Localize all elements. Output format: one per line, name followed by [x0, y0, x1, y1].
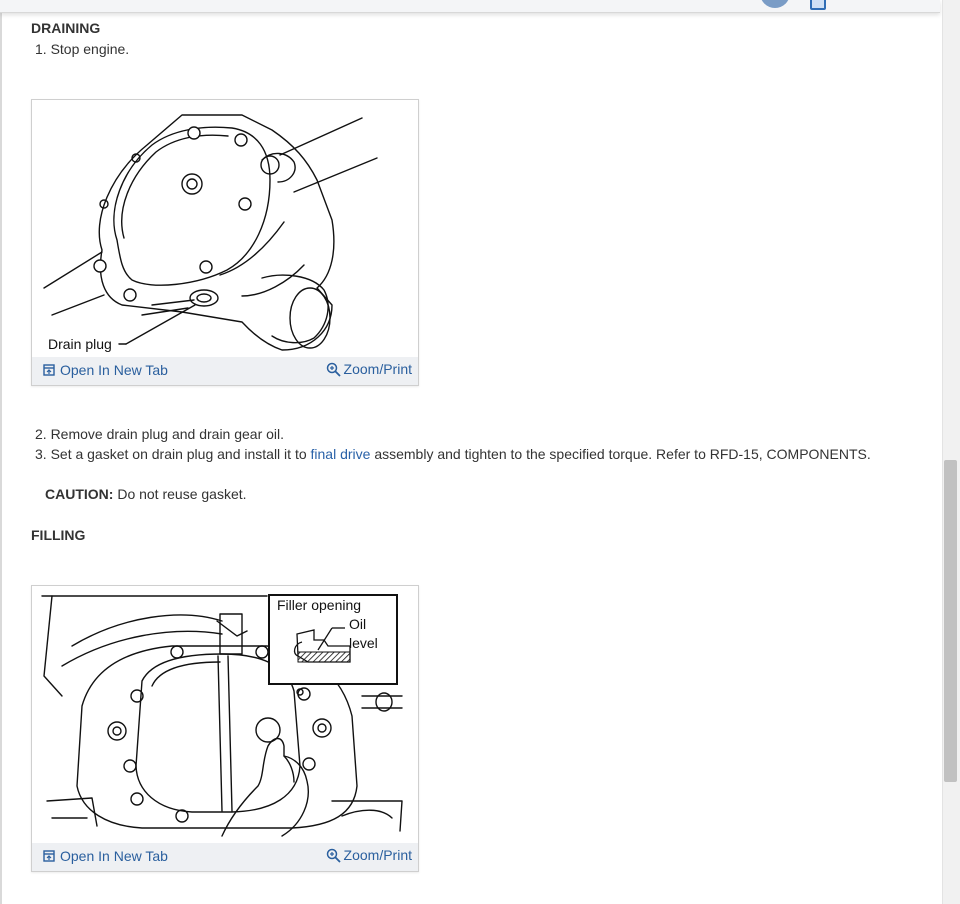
open-new-tab-icon — [43, 364, 55, 376]
oil-label: Oil — [349, 616, 367, 632]
filling-figure — [31, 585, 419, 872]
draining-heading: DRAINING — [31, 20, 101, 36]
figure-toolbar — [32, 357, 418, 385]
caution-note — [45, 486, 247, 502]
filler-opening-illustration — [32, 586, 418, 843]
open-new-tab-label: Open In New Tab — [60, 362, 168, 378]
zoom-print-link[interactable] — [326, 847, 412, 863]
caution-label: CAUTION: — [45, 486, 114, 502]
notification-icon[interactable] — [810, 0, 826, 10]
final-drive-link[interactable]: final drive — [310, 446, 371, 462]
step-2: 2. Remove drain plug and drain gear oil. — [35, 426, 285, 442]
caution-text: Do not reuse gasket. — [113, 486, 247, 502]
step-3 — [35, 446, 871, 462]
zoom-print-label: Zoom/Print — [343, 847, 412, 863]
top-toolbar — [0, 0, 940, 13]
drain-plug-label: Drain plug — [48, 336, 112, 352]
user-avatar[interactable] — [760, 0, 790, 8]
zoom-icon — [326, 362, 341, 377]
figure-toolbar — [32, 843, 418, 871]
scrollbar-thumb[interactable] — [944, 460, 957, 782]
zoom-icon — [326, 848, 341, 863]
open-new-tab-link[interactable] — [43, 848, 168, 864]
filling-heading: FILLING — [31, 527, 86, 543]
drain-plug-illustration — [32, 100, 418, 357]
step-3-prefix: 3. Set a gasket on drain plug and install it to — [35, 446, 311, 462]
zoom-print-link[interactable] — [326, 361, 412, 377]
drain-plug-figure — [31, 99, 419, 386]
level-label: level — [349, 635, 378, 651]
open-new-tab-label: Open In New Tab — [60, 848, 168, 864]
open-new-tab-link[interactable] — [43, 362, 168, 378]
step-3-suffix: assembly and tighten to the specified torque. Refer to RFD-15, COMPONENTS. — [370, 446, 871, 462]
zoom-print-label: Zoom/Print — [343, 361, 412, 377]
open-new-tab-icon — [43, 850, 55, 862]
step-1: 1. Stop engine. — [35, 41, 130, 57]
filler-opening-label: Filler opening — [277, 597, 362, 613]
left-border — [0, 0, 2, 904]
